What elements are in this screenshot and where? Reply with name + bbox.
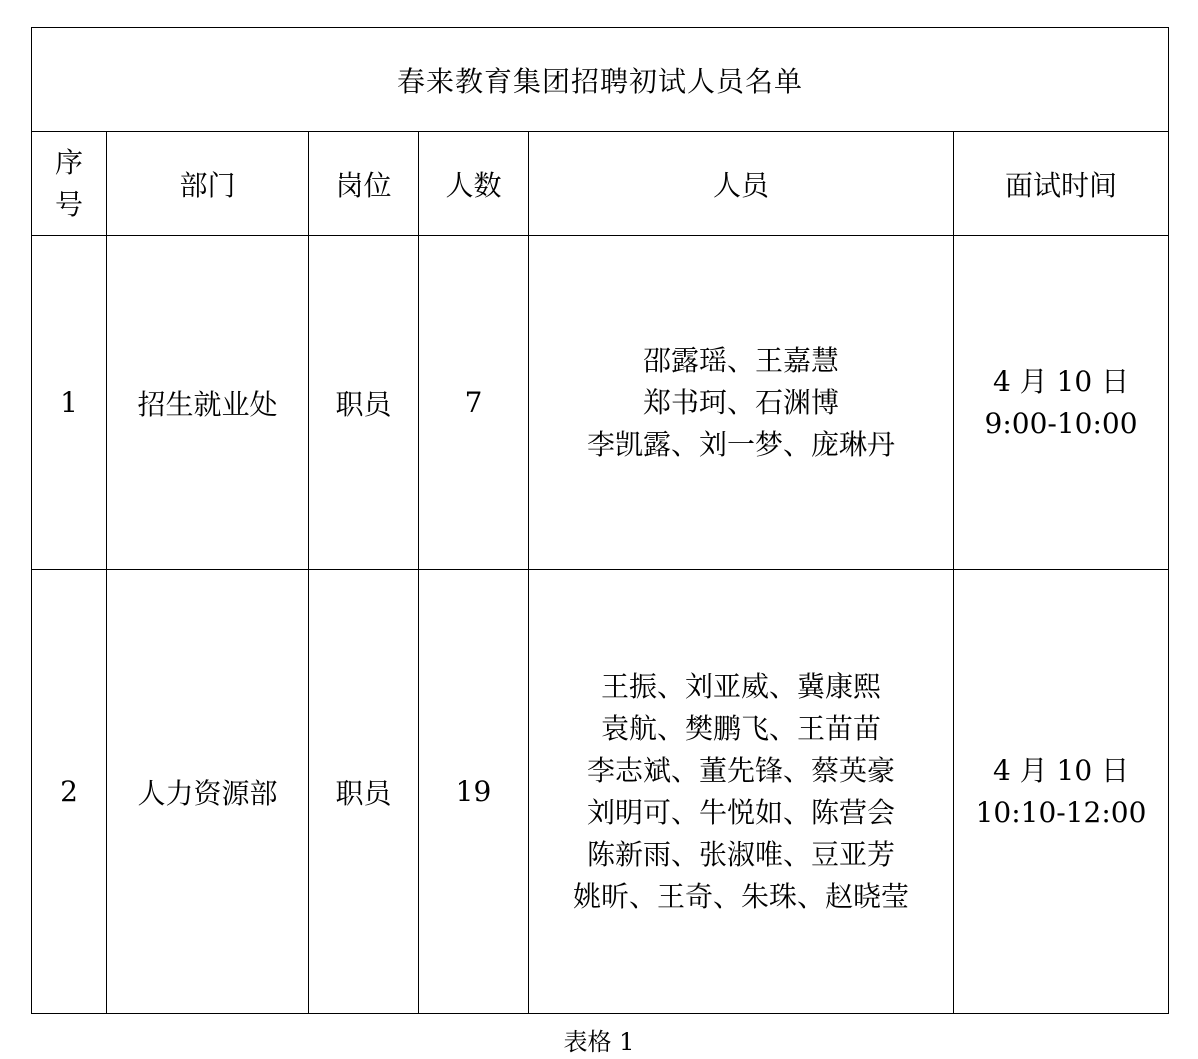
table-row — [32, 570, 1169, 1014]
people-line: 郑书珂、石渊博 — [642, 385, 839, 419]
header-position: 岗位 — [309, 132, 419, 236]
cell-count: 7 — [419, 236, 529, 570]
recruitment-table — [31, 27, 1169, 1014]
people-line: 王振、刘亚威、冀康熙 — [600, 669, 881, 703]
people-line: 李志斌、董先锋、蔡英豪 — [586, 753, 895, 787]
header-department: 部门 — [107, 132, 309, 236]
people-line: 陈新雨、张淑唯、豆亚芳 — [586, 837, 895, 871]
people-line: 刘明可、牛悦如、陈营会 — [586, 795, 895, 829]
header-people: 人员 — [529, 132, 954, 236]
cell-people — [529, 236, 954, 570]
cell-department: 人力资源部 — [107, 570, 309, 1014]
header-seq-line1: 序 — [54, 145, 83, 179]
people-line: 姚昕、王奇、朱珠、赵晓莹 — [572, 879, 909, 913]
table-row — [32, 236, 1169, 570]
people-line: 邵露瑶、王嘉慧 — [642, 343, 839, 377]
cell-seq: 1 — [32, 236, 107, 570]
cell-interview-time — [954, 570, 1169, 1014]
cell-interview-time — [954, 236, 1169, 570]
cell-seq: 2 — [32, 570, 107, 1014]
header-interview-time: 面试时间 — [954, 132, 1169, 236]
interview-date: 4 月 10 日 — [992, 753, 1130, 787]
header-seq — [32, 132, 107, 236]
header-row — [32, 132, 1169, 236]
cell-count: 19 — [419, 570, 529, 1014]
header-seq-line2: 号 — [54, 187, 83, 221]
header-count: 人数 — [419, 132, 529, 236]
people-line: 李凯露、刘一梦、庞琳丹 — [586, 427, 895, 461]
table-caption: 表格 1 — [563, 1028, 635, 1056]
cell-position: 职员 — [309, 570, 419, 1014]
people-line: 袁航、樊鹏飞、王苗苗 — [600, 711, 881, 745]
table-title: 春来教育集团招聘初试人员名单 — [32, 28, 1169, 132]
title-row — [32, 28, 1169, 132]
interview-date: 4 月 10 日 — [992, 364, 1130, 398]
interview-hours: 10:10-12:00 — [975, 795, 1147, 829]
cell-department: 招生就业处 — [107, 236, 309, 570]
cell-people — [529, 570, 954, 1014]
interview-hours: 9:00-10:00 — [984, 406, 1138, 440]
cell-position: 职员 — [309, 236, 419, 570]
